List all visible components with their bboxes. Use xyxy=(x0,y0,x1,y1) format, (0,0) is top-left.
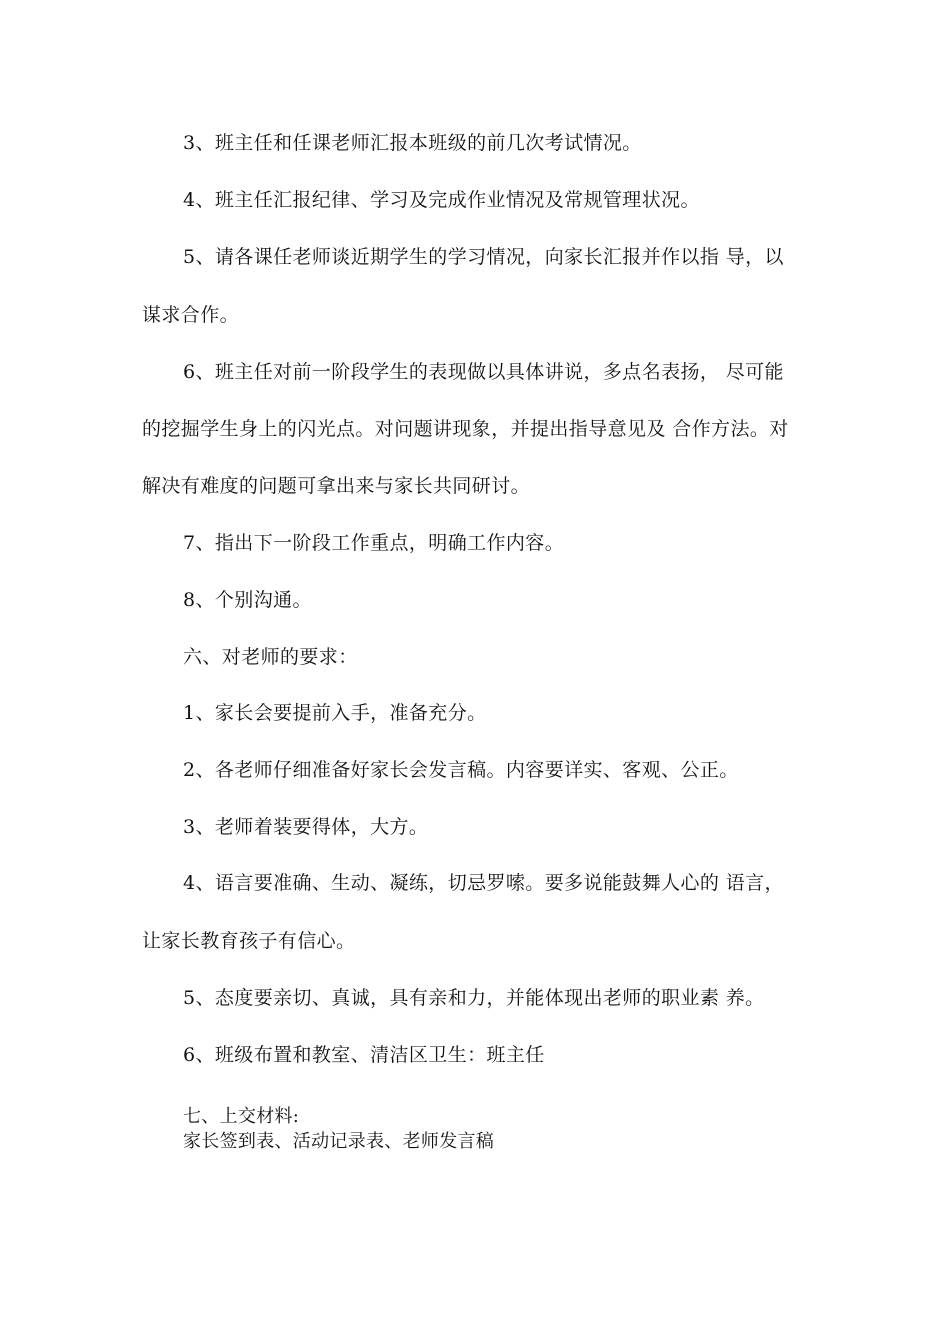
text-line: 解决有难度的问题可拿出来与家长共同研讨。 xyxy=(142,475,531,497)
text-line: 6、班级布置和教室、清洁区卫生：班主任 xyxy=(183,1044,545,1066)
text-line: 4、语言要准确、生动、凝练，切忌罗嗦。要多说能鼓舞人心的 语言， xyxy=(183,872,784,894)
text-line: 谋求合作。 xyxy=(142,304,240,326)
text-line: 家长签到表、活动记录表、老师发言稿 xyxy=(183,1131,495,1152)
text-line: 的挖掘学生身上的闪光点。对问题讲现象，并提出指导意见及 合作方法。对 xyxy=(142,418,789,440)
text-line: 6、班主任对前一阶段学生的表现做以具体讲说，多点名表扬， 尽可能 xyxy=(183,361,784,383)
text-line: 1、家长会要提前入手，准备充分。 xyxy=(183,702,487,724)
text-line: 5、请各课任老师谈近期学生的学习情况，向家长汇报并作以指 导，以 xyxy=(183,246,784,268)
section-heading: 七、上交材料: xyxy=(183,1106,300,1127)
text-line: 3、班主任和任课老师汇报本班级的前几次考试情况。 xyxy=(183,132,642,154)
text-line: 8、个别沟通。 xyxy=(183,589,312,611)
text-line: 7、指出下一阶段工作重点，明确工作内容。 xyxy=(183,532,565,554)
text-line: 3、老师着装要得体，大方。 xyxy=(183,816,429,838)
text-line: 5、态度要亲切、真诚，具有亲和力，并能体现出老师的职业素 养。 xyxy=(183,987,765,1009)
text-line: 4、班主任汇报纪律、学习及完成作业情况及常规管理状况。 xyxy=(183,189,700,211)
section-heading: 六、对老师的要求： xyxy=(183,646,358,668)
text-line: 让家长教育孩子有信心。 xyxy=(142,930,356,952)
text-line: 2、各老师仔细准备好家长会发言稿。内容要详实、客观、公正。 xyxy=(183,759,739,781)
